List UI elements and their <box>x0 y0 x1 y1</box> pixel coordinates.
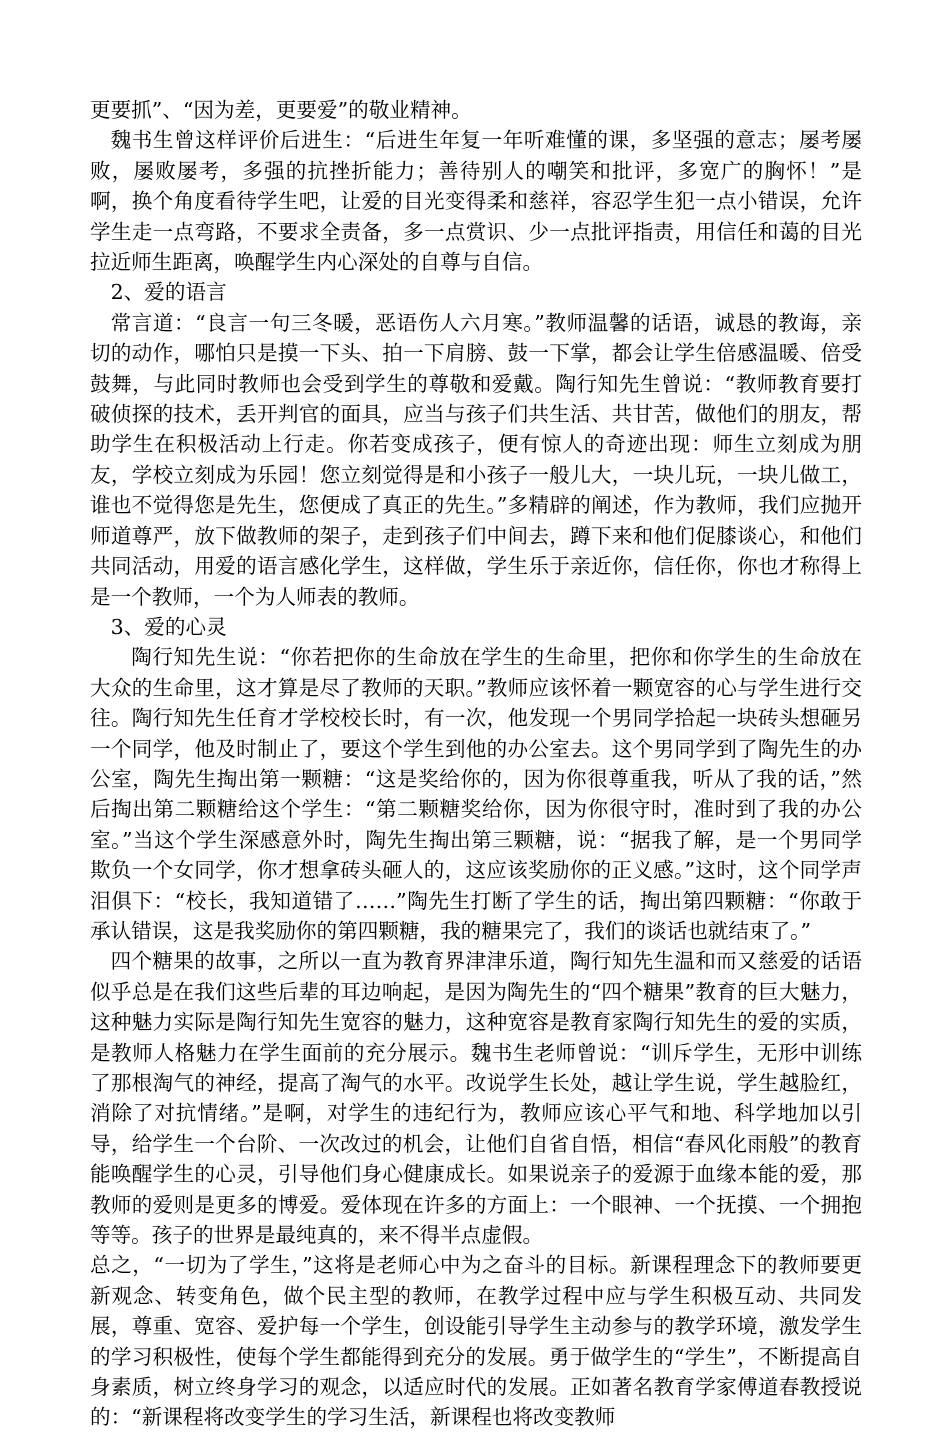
paragraph-kind-words: 常言道：“良言一句三冬暖，恶语伤人六月寒。”教师温馨的话语，诚恳的教诲，亲切的动作，哪怕只是摸一下头、拍一下肩膀、鼓一下掌，都会让学生倍感温暖、倍受鼓舞，与此同时教师也会受到学生的尊敬和爱戴。陶行知先生曾说：“教师教育要打破侦探的技术，丢开判官的面具，应当与孩子们共生活、共甘苦，做他们的朋友，帮助学生在积极活动上行走。你若变成孩子，便有惊人的奇迹出现：师生立刻成为朋友，学校立刻成为乐园！您立刻觉得是和小孩子一般儿大，一块儿玩，一块儿做工，谁也不觉得您是先生，您便成了真正的先生。”多精辟的阐述，作为教师，我们应抛开师道尊严，放下做教师的架子，走到孩子们中间去，蹲下来和他们促膝谈心，和他们共同活动，用爱的语言感化学生，这样做，学生乐于亲近你，信任你，你也才称得上是一个教师，一个为人师表的教师。 <box>90 310 862 609</box>
paragraph-four-candies-reflection: 四个糖果的故事，之所以一直为教育界津津乐道，陶行知先生温和而又慈爱的话语似乎总是在我们这些后辈的耳边响起，是因为陶先生的“四个糖果”教育的巨大魅力，这种魅力实际是陶行知先生宽容的魅力，这种宽容是教育家陶行知先生的爱的实质，是教师人格魅力在学生面前的充分展示。魏书生老师曾说：“训斥学生，无形中训练了那根淘气的神经，提高了淘气的水平。改说学生长处，越让学生说，学生越脸红，消除了对抗情绪。”是啊，对学生的违纪行为，教师应该心平气和地、科学地加以引导，给学生一个台阶、一次改过的机会，让他们自省自悟，相信“春风化雨般”的教育能唤醒学生的心灵，引导他们身心健康成长。如果说亲子的爱源于血缘本能的爱，那教师的爱则是更多的博爱。爱体现在许多的方面上：一个眼神、一个抚摸、一个拥抱等等。孩子的世界是最纯真的，来不得半点虚假。 <box>90 949 862 1248</box>
paragraph-conclusion: 总之，“一切为了学生，”这将是老师心中为之奋斗的目标。新课程理念下的教师要更新观念、转变角色，做个民主型的教师，在教学过程中应与学生积极互动、共同发展，尊重、宽容、爱护每一个学生，创设能引导学生主动参与的教学环境，激发学生的学习积极性，使每个学生都能得到充分的发展。勇于做学生的“学生”，不断提高自身素质，树立终身学习的观念，以适应时代的发展。正如著名教育学家傅道春教授说的：“新课程将改变学生的学习生活，新课程也将改变教师 <box>90 1253 862 1430</box>
section-heading-heart-of-love: 3、爱的心灵 <box>110 614 227 639</box>
section-heading-language-of-love: 2、爱的语言 <box>110 280 227 305</box>
document-page <box>90 95 862 1433</box>
paragraph-four-candies-story: 陶行知先生说：“你若把你的生命放在学生的生命里，把你和你学生的生命放在大众的生命里，这才算是尽了教师的天职。”教师应该怀着一颗宽容的心与学生进行交往。陶行知先生任育才学校校长时，有一次，他发现一个男同学拾起一块砖头想砸另一个同学，他及时制止了，要这个学生到他的办公室去。这个男同学到了陶先生的办公室，陶先生掏出第一颗糖：“这是奖给你的，因为你很尊重我，听从了我的话，”然后掏出第二颗糖给这个学生：“第二颗糖奖给你，因为你很守时，准时到了我的办公室。”当这个学生深感意外时，陶先生掏出第三颗糖，说：“据我了解，是一个男同学欺负一个女同学，你才想拿砖头砸人的，这应该奖励你的正义感。”这时，这个同学声泪俱下：“校长，我知道错了……”陶先生打断了学生的话，掏出第四颗糖：“你敢于承认错误，这是我奖励你的第四颗糖，我的糖果完了，我们的谈话也就结束了。” <box>90 645 862 943</box>
paragraph-wei-shusheng-quote: 魏书生曾这样评价后进生：“后进生年复一年听难懂的课，多坚强的意志；屡考屡败，屡败屡考，多强的抗挫折能力；善待别人的嘲笑和批评，多宽广的胸怀！”是啊，换个角度看待学生吧，让爱的目光变得柔和慈祥，容忍学生犯一点小错误，允许学生走一点弯路，不要求全责备，多一点赏识、少一点批评指责，用信任和蔼的目光拉近师生距离，唤醒学生内心深处的自尊与自信。 <box>90 128 862 275</box>
paragraph-continuation: 更要抓”、“因为差，更要爱”的敬业精神。 <box>90 98 472 122</box>
